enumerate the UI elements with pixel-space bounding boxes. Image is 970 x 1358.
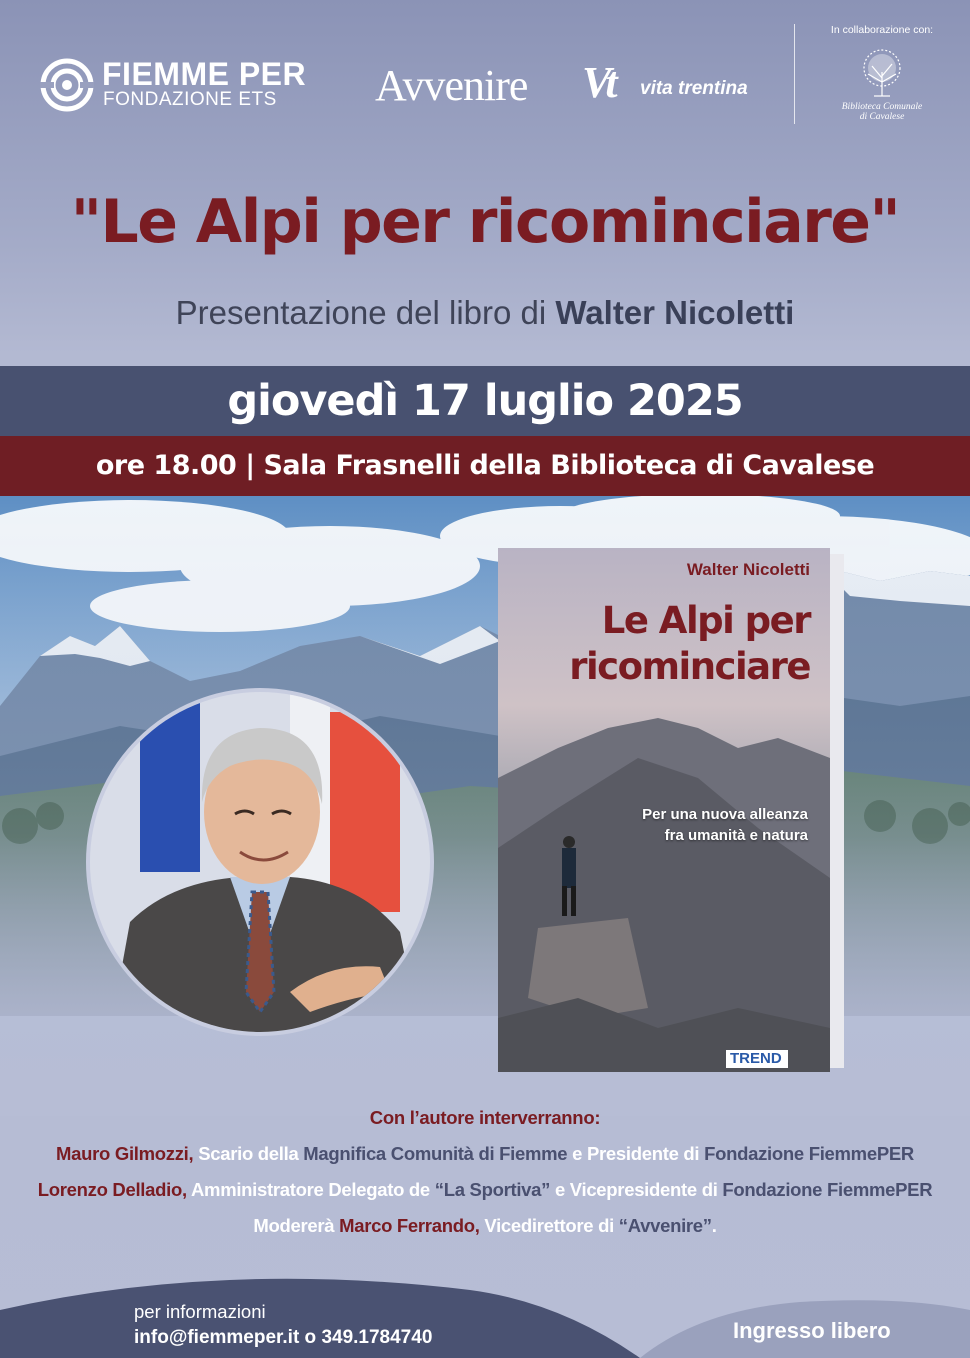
fiemmeper-logo [40, 56, 340, 116]
avvenire-logo: Avvenire [375, 61, 528, 110]
free-entry: Ingresso libero [733, 1318, 891, 1343]
event-time-place: ore 18.00 | Sala Frasnelli della Biblioteca di Cavalese [95, 450, 875, 481]
event-date: giovedì 17 luglio 2025 [227, 376, 743, 426]
vt-mark: Vt [582, 58, 612, 107]
fiemmeper-target-icon [40, 58, 94, 112]
event-title: "Le Alpi per ricominciare" [70, 187, 900, 257]
vita-trentina-name: vita trentina [640, 78, 748, 99]
speakers-section [0, 1100, 970, 1244]
speaker-1: Mauro Gilmozzi, Scario della Magnifica Comunità di Fiemme e Presidente di Fondazione FiemmePER [56, 1143, 914, 1164]
tree-icon [824, 48, 940, 102]
author-portrait-photo [86, 688, 434, 1036]
book-publisher: TREND [726, 1050, 788, 1068]
moderator: Modererà Marco Ferrando, Vicedirettore di “Avvenire”. [253, 1215, 717, 1236]
contact-details: info@fiemmeper.it o 349.1784740 [134, 1327, 433, 1348]
header-divider [794, 24, 795, 124]
biblioteca-logo [824, 48, 940, 128]
vita-trentina-logo [582, 58, 752, 108]
book-cover [498, 548, 846, 1072]
book-author: Walter Nicoletti [686, 560, 810, 579]
author-name: Walter Nicoletti [555, 294, 795, 331]
org-name: FIEMME PER [102, 56, 307, 92]
speaker-2: Lorenzo Delladio, Amministratore Delegato de “La Sportiva” e Vicepresidente di Fondazione FiemmePER [37, 1179, 933, 1200]
speakers-heading: Con l’autore interverranno: [369, 1107, 601, 1128]
info-label: per informazioni [134, 1301, 266, 1322]
contact-info [134, 1299, 432, 1351]
event-subtitle: Presentazione del libro di Walter Nicoletti [175, 294, 795, 331]
author-portrait-illustration [90, 692, 430, 1032]
library-name: Biblioteca Comunale di Cavalese [841, 102, 923, 122]
book-subtitle: Per una nuova alleanza fra umanità e natura [642, 806, 808, 844]
org-subtitle: FONDAZIONE ETS [103, 89, 277, 110]
book-title: Le Alpi per ricominciare [569, 599, 810, 688]
collaboration-label: In collaborazione con: [830, 24, 934, 36]
